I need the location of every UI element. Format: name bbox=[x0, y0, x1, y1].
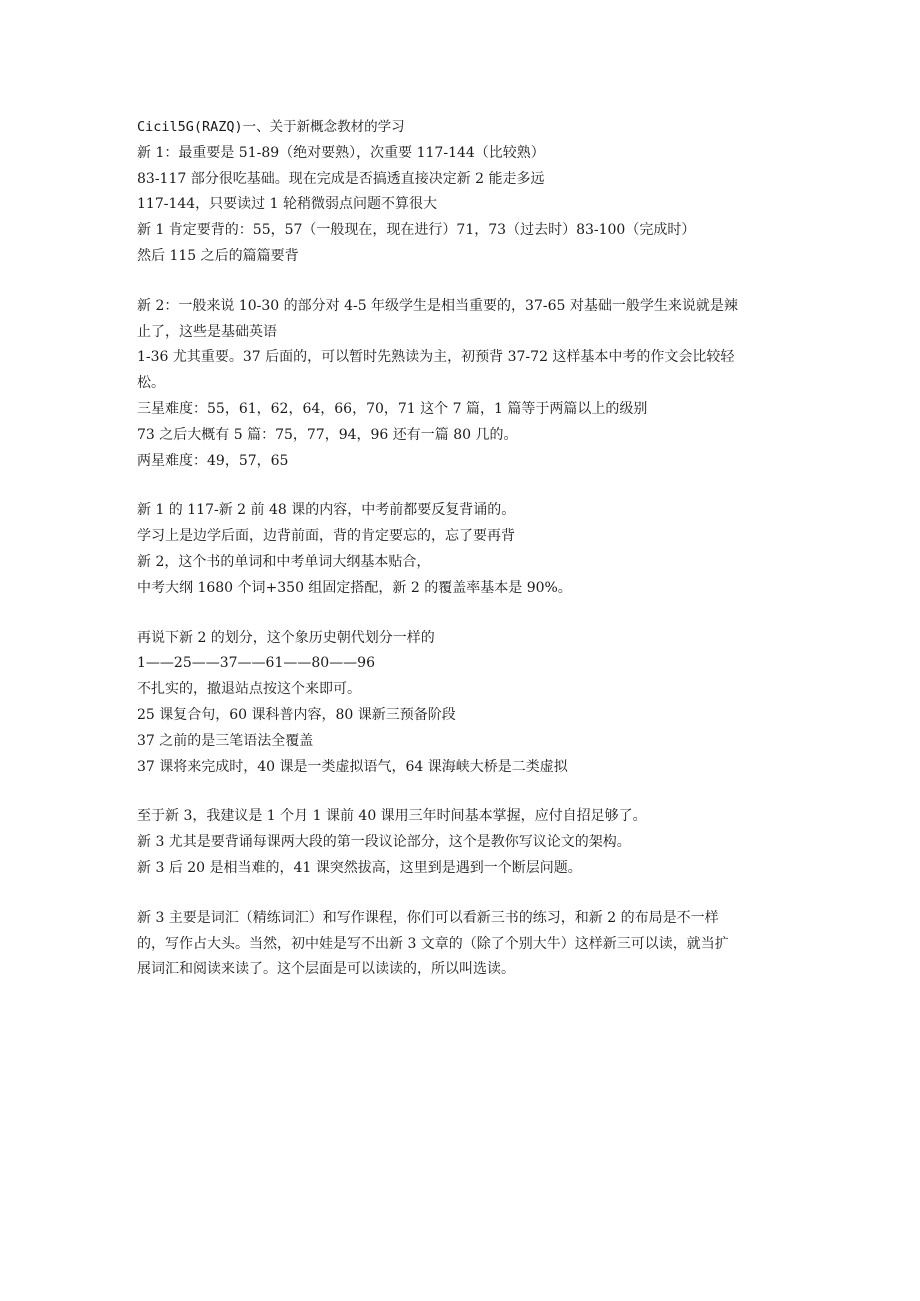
text-line: 的，写作占大头。当然，初中娃是写不出新 3 文章的（除了个别大牛）这样新三可以读，就当扩 bbox=[137, 935, 729, 952]
text-line: 25 课复合句，60 课科普内容，80 课新三预备阶段 bbox=[137, 706, 456, 723]
document-page bbox=[137, 115, 787, 1007]
text-line: 不扎实的，撤退站点按这个来即可。 bbox=[137, 681, 361, 698]
text-line: 新 1：最重要是 51-89（绝对要熟），次重要 117-144（比较熟） bbox=[137, 144, 545, 161]
paragraph-memorization bbox=[137, 498, 787, 601]
document-heading: Cicil5G(RAZQ)一、关于新概念教材的学习 bbox=[137, 119, 405, 135]
text-line: 新 3 主要是词汇（精练词汇）和写作课程，你们可以看新三书的练习，和新 2 的布局是不一样 bbox=[137, 909, 719, 926]
text-line: 83-117 部分很吃基础。现在完成是否搞透直接决定新 2 能走多远 bbox=[137, 170, 545, 187]
paragraph-book-2-division bbox=[137, 626, 787, 781]
text-line: 三星难度：55，61，62，64，66，70，71 这个 7 篇，1 篇等于两篇以上的级别 bbox=[137, 400, 648, 417]
text-line: 止了，这些是基础英语 bbox=[137, 323, 277, 340]
text-line: 松。 bbox=[137, 375, 165, 392]
text-line: 两星难度：49，57，65 bbox=[137, 452, 289, 469]
text-line: 新 1 的 117-新 2 前 48 课的内容，中考前都要反复背诵的。 bbox=[137, 502, 516, 519]
text-line: 再说下新 2 的划分，这个象历史朝代划分一样的 bbox=[137, 629, 435, 646]
text-line: 中考大纲 1680 个词+350 组固定搭配，新 2 的覆盖率基本是 90%。 bbox=[137, 579, 572, 596]
text-line: 新 1 肯定要背的：55，57（一般现在，现在进行）71，73（过去时）83-100（完成时） bbox=[137, 222, 696, 239]
text-line: 117-144，只要读过 1 轮稍微弱点问题不算很大 bbox=[137, 196, 437, 213]
paragraph-new-concept-book-3 bbox=[137, 804, 787, 881]
text-line: 新 3 后 20 是相当难的，41 课突然拔高，这里到是遇到一个断层问题。 bbox=[137, 859, 582, 876]
text-line: 至于新 3，我建议是 1 个月 1 课前 40 课用三年时间基本掌握，应付自招足够了。 bbox=[137, 808, 647, 825]
text-line: 学习上是边学后面，边背前面，背的肯定要忘的，忘了要再背 bbox=[137, 528, 515, 545]
text-line: 新 2，这个书的单词和中考单词大纲基本贴合， bbox=[137, 553, 431, 570]
text-line: 37 之前的是三笔语法全覆盖 bbox=[137, 732, 314, 749]
paragraph-book-3-content bbox=[137, 906, 787, 983]
text-line: 新 2：一般来说 10-30 的部分对 4-5 年级学生是相当重要的，37-65 对基础一般学生来说就是辣 bbox=[137, 297, 738, 314]
text-line: 73 之后大概有 5 篇：75，77，94，96 还有一篇 80 几的。 bbox=[137, 426, 518, 443]
paragraph-new-concept-book-1 bbox=[137, 115, 787, 270]
text-line: 展词汇和阅读来读了。这个层面是可以读读的，所以叫选读。 bbox=[137, 961, 515, 978]
text-line: 1-36 尤其重要。37 后面的，可以暂时先熟读为主，初预背 37-72 这样基本中考的作文会比较轻 bbox=[137, 349, 735, 366]
text-line: 然后 115 之后的篇篇要背 bbox=[137, 247, 299, 264]
text-line: 1——25——37——61——80——96 bbox=[137, 655, 375, 672]
text-line: 37 课将来完成时，40 课是一类虚拟语气，64 课海峡大桥是二类虚拟 bbox=[137, 758, 568, 775]
text-line: 新 3 尤其是要背诵每课两大段的第一段议论部分，这个是教你写议论文的架构。 bbox=[137, 834, 631, 851]
paragraph-new-concept-book-2 bbox=[137, 294, 787, 475]
